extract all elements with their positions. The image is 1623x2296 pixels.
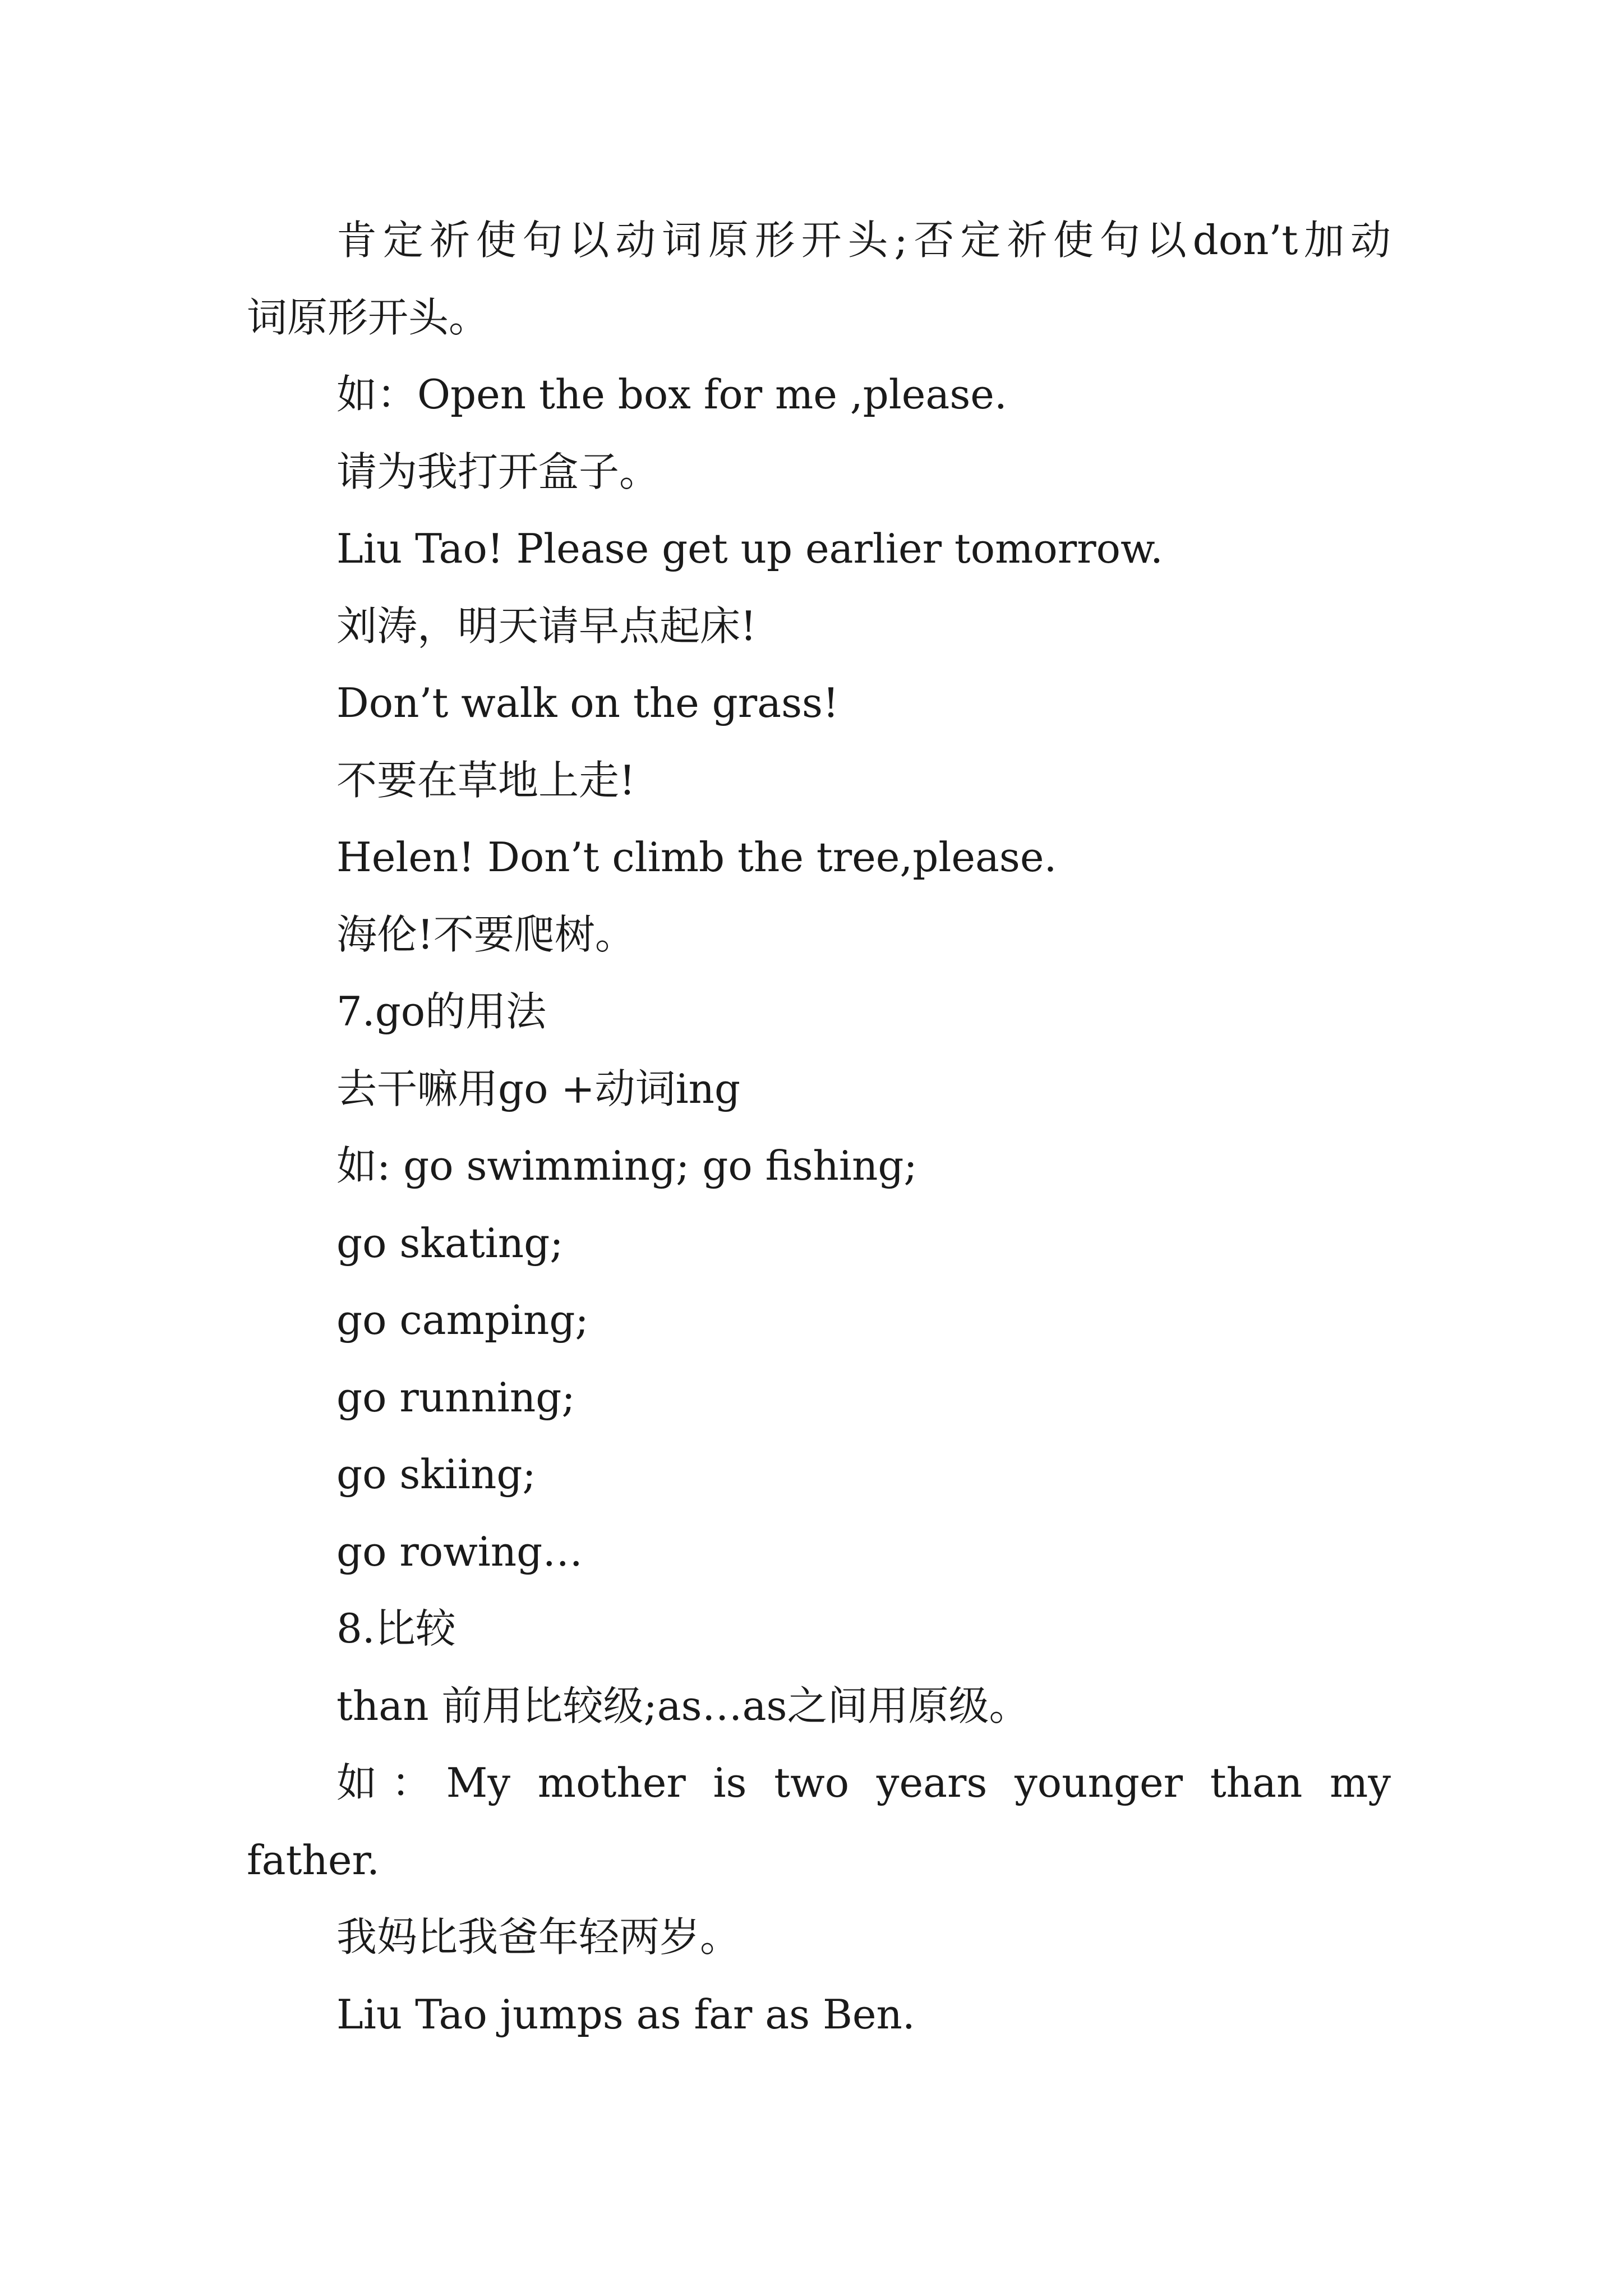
text-line: 海伦!不要爬树。 <box>336 910 635 958</box>
text-line: 去干嘛用go +动词ing <box>336 1065 741 1112</box>
text-line: go rowing… <box>336 1527 583 1575</box>
text-line: 词原形开头。 <box>247 293 490 341</box>
text-line: Liu Tao! Please get up earlier tomorrow. <box>336 525 1163 572</box>
text-line: Don’t walk on the grass! <box>336 679 839 726</box>
text-line: 肯定祈使句以动词原形开头;否定祈使句以don’t加动 <box>336 217 1391 264</box>
text-line: 我妈比我爸年轻两岁。 <box>336 1913 741 1961</box>
text-line: father. <box>247 1836 380 1884</box>
document-body <box>247 202 1391 2053</box>
text-line: 如：Open the box for me ,please. <box>336 371 1007 418</box>
text-line: go skating; <box>336 1219 564 1267</box>
section-heading: 8.比较 <box>336 1605 456 1652</box>
text-line: Helen! Don’t climb the tree,please. <box>336 834 1057 881</box>
text-line: 如: go swimming; go fishing; <box>336 1142 917 1189</box>
text-line: 如：My mother is two years younger than my <box>336 1759 1391 1806</box>
text-line: Liu Tao jumps as far as Ben. <box>336 1990 915 2038</box>
text-line: go camping; <box>336 1296 589 1343</box>
text-line: 刘涛，明天请早点起床! <box>336 602 757 650</box>
text-line: go running; <box>336 1373 575 1421</box>
text-line: 不要在草地上走! <box>336 756 635 804</box>
text-line: than 前用比较级;as…as之间用原级。 <box>336 1682 1030 1729</box>
section-heading: 7.go的用法 <box>336 988 547 1035</box>
text-line: go skiing; <box>336 1451 536 1498</box>
text-line: 请为我打开盒子。 <box>336 448 660 495</box>
